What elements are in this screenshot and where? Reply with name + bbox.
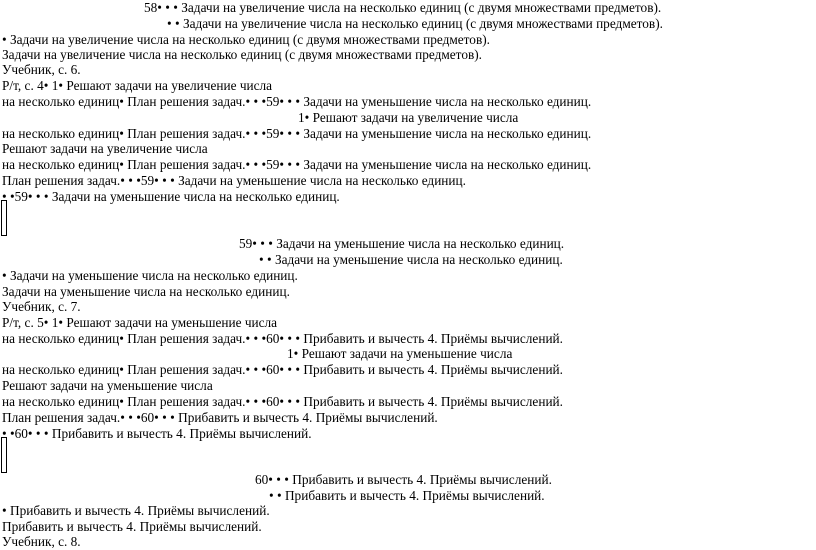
- text-line: Решают задачи на уменьшение числа: [2, 378, 213, 393]
- text-line: Прибавить и вычесть 4. Приёмы вычислений.: [2, 519, 262, 534]
- text-line: на несколько единиц• План решения задач.• • •59• • • Задачи на уменьшение числа на несколько единиц.: [2, 126, 592, 141]
- section-marker: [1, 200, 7, 236]
- text-line: на несколько единиц• План решения задач.• • •60• • • Прибавить и вычесть 4. Приёмы вычислений.: [2, 362, 564, 377]
- text-line: 1• Решают задачи на увеличение числа: [298, 110, 519, 125]
- text-line: • • Задачи на увеличение числа на несколько единиц (с двумя множествами предметов).: [167, 16, 663, 31]
- text-line: • • Задачи на уменьшение числа на несколько единиц.: [259, 252, 563, 267]
- text-line: • Задачи на увеличение числа на несколько единиц (с двумя множествами предметов).: [2, 32, 490, 47]
- text-line: Р/т, с. 5• 1• Решают задачи на уменьшение числа: [2, 315, 278, 330]
- text-line: на несколько единиц• План решения задач.• • •59• • • Задачи на уменьшение числа на несколько единиц.: [2, 94, 592, 109]
- text-line: • Прибавить и вычесть 4. Приёмы вычислений.: [2, 503, 270, 518]
- text-line: • Задачи на уменьшение числа на несколько единиц.: [2, 268, 298, 283]
- text-line: Задачи на уменьшение числа на несколько единиц.: [2, 284, 290, 299]
- text-line: • • Прибавить и вычесть 4. Приёмы вычислений.: [269, 488, 545, 503]
- text-line: Задачи на увеличение числа на несколько единиц (с двумя множествами предметов).: [2, 47, 482, 62]
- text-line: Решают задачи на увеличение числа: [2, 141, 208, 156]
- text-line: • •60• • • Прибавить и вычесть 4. Приёмы вычислений.: [2, 426, 312, 441]
- text-line: 58• • • Задачи на увеличение числа на несколько единиц (с двумя множествами предметов).: [144, 0, 662, 15]
- text-line: • •59• • • Задачи на уменьшение числа на несколько единиц.: [2, 189, 340, 204]
- text-line: 59• • • Задачи на уменьшение числа на несколько единиц.: [239, 236, 565, 251]
- text-line: Учебник, с. 8.: [2, 534, 81, 549]
- text-line: 60• • • Прибавить и вычесть 4. Приёмы вычислений.: [255, 472, 552, 487]
- text-line: на несколько единиц• План решения задач.• • •59• • • Задачи на уменьшение числа на несколько единиц.: [2, 157, 592, 172]
- text-line: 1• Решают задачи на уменьшение числа: [287, 346, 513, 361]
- text-line: на несколько единиц• План решения задач.• • •60• • • Прибавить и вычесть 4. Приёмы вычислений.: [2, 394, 564, 409]
- text-line: План решения задач.• • •59• • • Задачи на уменьшение числа на несколько единиц.: [2, 173, 466, 188]
- section-marker: [1, 437, 7, 473]
- text-line: Учебник, с. 6.: [2, 62, 81, 77]
- text-line: План решения задач.• • •60• • • Прибавить и вычесть 4. Приёмы вычислений.: [2, 410, 438, 425]
- text-line: Р/т, с. 4• 1• Решают задачи на увеличение числа: [2, 78, 273, 93]
- text-line: на несколько единиц• План решения задач.• • •60• • • Прибавить и вычесть 4. Приёмы вычислений.: [2, 331, 564, 346]
- text-line: Учебник, с. 7.: [2, 299, 81, 314]
